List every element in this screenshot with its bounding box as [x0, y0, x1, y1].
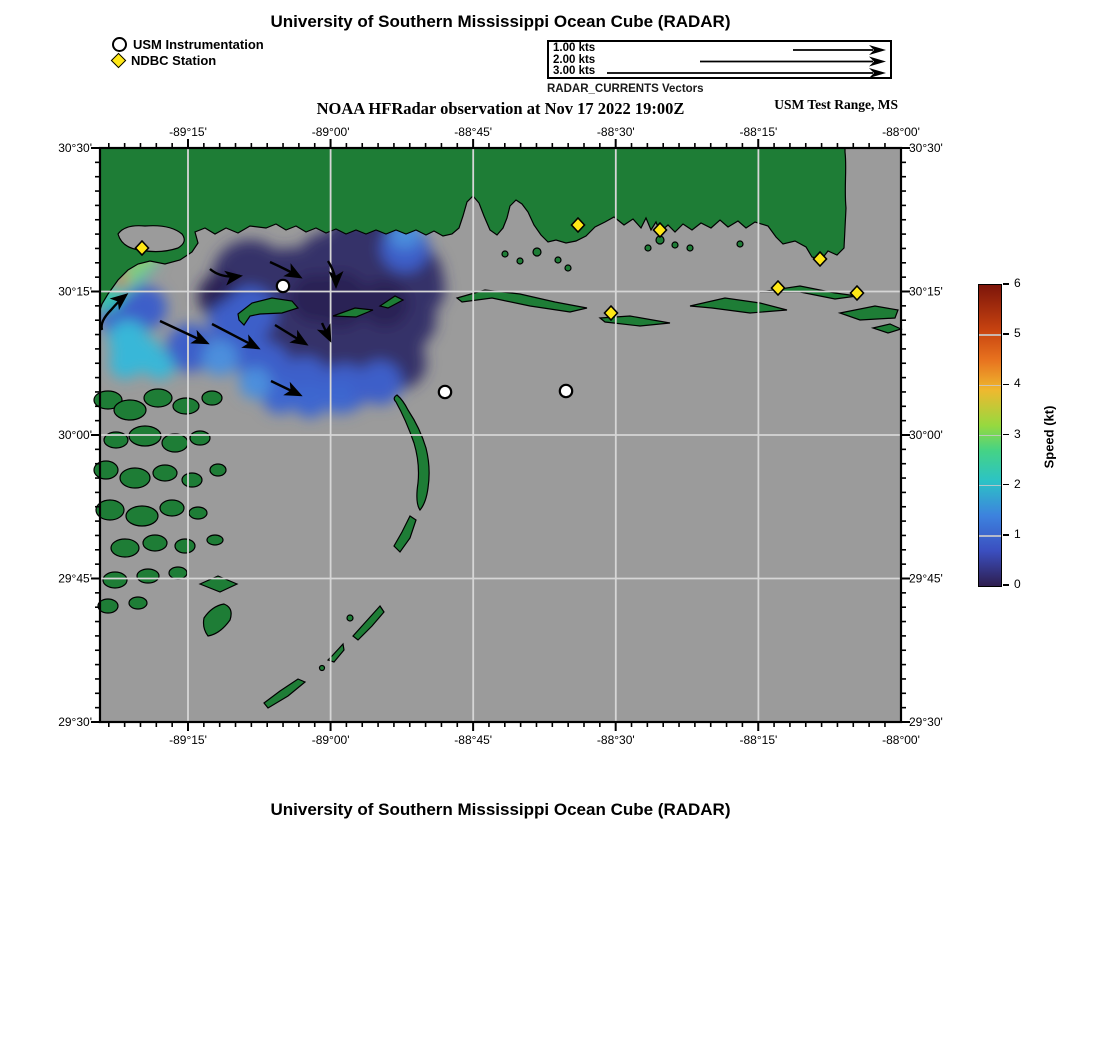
lon-tick-label: -88°30' — [596, 125, 635, 139]
colorbar-tick — [1003, 484, 1009, 486]
lon-tick-label: -88°00' — [882, 125, 920, 139]
lat-tick-label: 29°45' — [58, 571, 92, 586]
page-title: University of Southern Mississippi Ocean Cube (RADAR) — [270, 12, 731, 31]
colorbar-gridline — [979, 334, 1001, 336]
islet — [320, 666, 325, 671]
colorbar-tick-label: 3 — [1014, 426, 1021, 441]
colorbar-tick — [1003, 384, 1009, 386]
speed-blob — [202, 340, 238, 376]
islet — [555, 257, 561, 263]
lon-tick-label: -88°00' — [882, 733, 920, 747]
scale-3kt-label: 3.00 kts — [553, 65, 596, 77]
lat-tick-label: 30°00' — [909, 428, 943, 442]
lon-tick-label: -88°30' — [596, 733, 635, 747]
speed-blob — [239, 367, 271, 399]
lon-tick-label: -89°00' — [311, 733, 350, 747]
usm-instrumentation-marker — [560, 385, 572, 397]
islet — [347, 615, 353, 621]
lat-tick-label: 29°30' — [909, 715, 943, 729]
lat-tick-label: 30°30' — [909, 141, 943, 155]
lon-tick-label: -88°45' — [454, 125, 493, 139]
colorbar-gridline — [979, 485, 1001, 487]
speed-blob — [109, 347, 141, 379]
legend-usm-label: USM Instrumentation — [133, 36, 264, 52]
lon-tick-label: -89°00' — [311, 125, 350, 139]
colorbar-gridline — [979, 385, 1001, 387]
legend-ndbc-label: NDBC Station — [131, 52, 217, 68]
colorbar-tick — [1003, 333, 1009, 335]
colorbar-tick — [1003, 534, 1009, 536]
colorbar-tick-label: 6 — [1014, 276, 1021, 290]
usm-instrumentation-marker — [277, 280, 289, 292]
lon-tick-label: -89°15' — [169, 733, 207, 747]
vector-scale-caption: RADAR_CURRENTS Vectors — [547, 83, 704, 95]
lat-tick-label: 29°30' — [58, 715, 92, 729]
islet — [533, 248, 541, 256]
lon-tick-label: -89°15' — [169, 125, 207, 139]
map-canvas — [55, 115, 955, 775]
usm-circle-icon — [112, 37, 127, 52]
islet — [672, 242, 678, 248]
bottom-title: University of Southern Mississippi Ocean Cube (RADAR) — [270, 800, 731, 819]
colorbar-gridline — [979, 435, 1001, 437]
lat-tick-label: 29°45' — [909, 571, 943, 586]
colorbar-gradient — [979, 285, 1001, 586]
islet — [645, 245, 651, 251]
scale-1kt-label: 1.00 kts — [553, 42, 596, 54]
islet — [565, 265, 571, 271]
colorbar-tick — [1003, 584, 1009, 586]
legend-row-ndbc — [112, 52, 264, 68]
lat-tick-label: 30°30' — [58, 141, 92, 155]
lat-tick-label: 30°15' — [58, 284, 92, 299]
vector-scale-arrows — [549, 42, 890, 77]
legend-row-usm — [112, 36, 264, 52]
lon-tick-label: -88°15' — [739, 125, 778, 139]
lon-tick-label: -88°45' — [454, 733, 493, 747]
colorbar — [978, 284, 1002, 587]
colorbar-tick-label: 1 — [1014, 526, 1021, 541]
speed-blob — [292, 382, 328, 418]
islet — [737, 241, 743, 247]
islet — [687, 245, 693, 251]
observation-subtitle: NOAA HFRadar observation at Nov 17 2022 19:00Z — [316, 99, 685, 118]
colorbar-ticks — [1003, 276, 1073, 591]
colorbar-tick-label: 5 — [1014, 326, 1021, 341]
colorbar-tick — [1003, 283, 1009, 285]
map-area — [91, 139, 910, 731]
lat-tick-label: 30°00' — [58, 428, 92, 442]
speed-blob — [312, 272, 368, 328]
vector-scale-box — [547, 40, 892, 79]
colorbar-tick-label: 2 — [1014, 476, 1021, 491]
colorbar-gridline — [979, 535, 1001, 537]
islet — [517, 258, 523, 264]
colorbar-tick-label: 0 — [1014, 577, 1021, 591]
region-label: USM Test Range, MS — [774, 97, 898, 112]
islet — [502, 251, 508, 257]
speed-blob — [324, 382, 356, 414]
colorbar-tick-label: 4 — [1014, 376, 1021, 391]
colorbar-tick — [1003, 434, 1009, 436]
ndbc-diamond-icon — [111, 52, 127, 68]
lat-tick-label: 30°15' — [909, 284, 943, 299]
map-legend — [112, 36, 264, 68]
lon-tick-label: -88°15' — [739, 733, 778, 747]
usm-instrumentation-marker — [439, 386, 451, 398]
scale-2kt-label: 2.00 kts — [553, 53, 596, 66]
colorbar-axis-label: Speed (kt) — [1041, 405, 1057, 469]
speed-blob — [146, 352, 174, 380]
